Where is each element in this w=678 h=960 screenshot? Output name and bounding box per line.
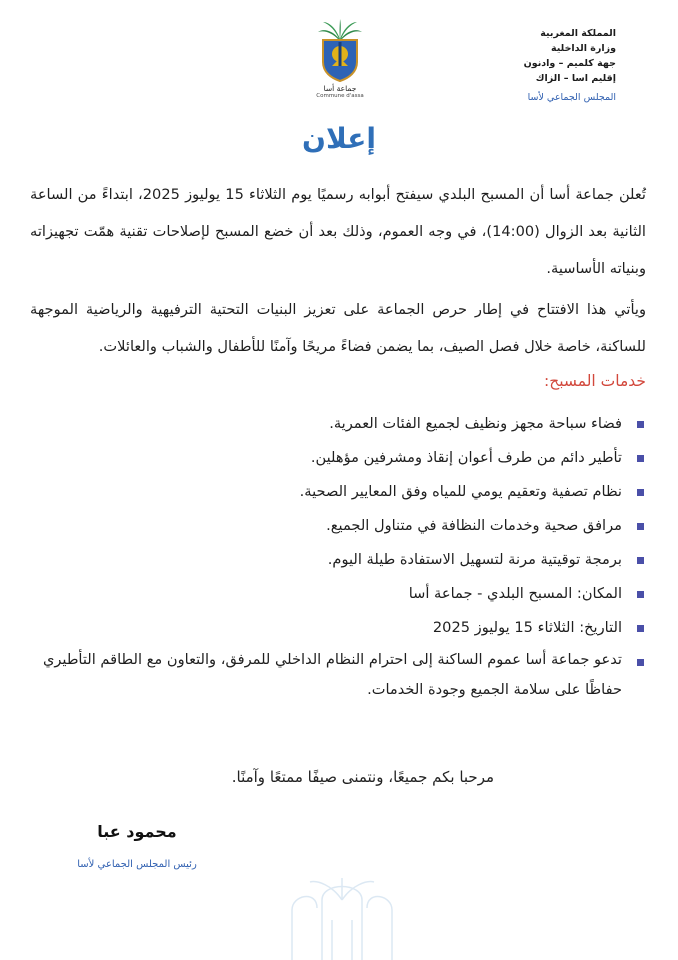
service-text: تأطير دائم من طرف أعوان إنقاذ ومشرفين مؤهلين. [310, 449, 622, 466]
list-item [30, 577, 646, 611]
services-title: خدمات المسبح: [544, 372, 646, 390]
header-line-ministry: وزارة الداخلية [551, 43, 616, 54]
bullet-square-icon [637, 659, 644, 666]
bullet-square-icon [637, 625, 644, 632]
bullet-square-icon [637, 591, 644, 598]
signature-block [62, 822, 212, 870]
signatory-name: محمود عبا [97, 822, 177, 841]
bullet-square-icon [637, 455, 644, 462]
bullet-square-icon [637, 489, 644, 496]
signatory-role: رئيس المجلس الجماعي لأسا [77, 859, 197, 870]
announcement-title: إعلان [302, 122, 376, 155]
bullet-square-icon [637, 523, 644, 530]
logo-caption-fr: Commune d'assa [316, 93, 364, 99]
list-item [30, 407, 646, 441]
list-item [30, 611, 646, 645]
paragraph-opening: تُعلن جماعة أسا أن المسبح البلدي سيفتح أبوابه رسميًا يوم الثلاثاء 15 يوليوز 2025، ابتداءً من الساعة الثانية بعد الزوال (14:00)، في وجه العموم، وذلك بعد أن خضع المسبح لإصلاحات تقنية همّت تجهيزاته وبنياته الأساسية. [30, 186, 646, 277]
header-council: المجلس الجماعي لأسا [527, 92, 616, 103]
services-list [30, 407, 646, 705]
logo-caption-ar: جماعة أسا [323, 84, 357, 93]
service-text: نظام تصفية وتعقيم يومي للمياه وفق المعايير الصحية. [299, 483, 622, 500]
commune-logo [306, 18, 374, 106]
bullet-square-icon [637, 557, 644, 564]
list-item [30, 441, 646, 475]
service-text: فضاء سباحة مجهز ونظيف لجميع الفئات العمرية. [329, 415, 622, 432]
location-text: المكان: المسبح البلدي - جماعة أسا [408, 585, 622, 602]
service-text: مرافق صحية وخدمات النظافة في متناول الجميع. [326, 517, 622, 534]
list-item [30, 543, 646, 577]
list-item [30, 509, 646, 543]
list-item [30, 475, 646, 509]
header-line-kingdom: المملكة المغربية [540, 28, 616, 39]
announcement-body [30, 176, 646, 705]
welcome-message: مرحبا بكم جميعًا، ونتمنى صيفًا ممتعًا وآمنًا. [231, 768, 494, 786]
bullet-square-icon [637, 421, 644, 428]
date-text: التاريخ: الثلاثاء 15 يوليوز 2025 [432, 619, 622, 636]
watermark-emblem-icon [272, 870, 412, 960]
paragraph-context: ويأتي هذا الافتتاح في إطار حرص الجماعة على تعزيز البنيات التحتية الترفيهية والرياضية الموجهة للساكنة، خاصة خلال فصل الصيف، بما يضمن فضاءً مريحًا وآمنًا للأطفال والشباب والعائلات. [30, 301, 646, 355]
header-letterhead [466, 26, 616, 105]
commune-emblem-icon [315, 18, 365, 84]
list-item [30, 645, 646, 705]
invitation-text: تدعو جماعة أسا عموم الساكنة إلى احترام النظام الداخلي للمرفق، والتعاون مع الطاقم التأطيري حفاظًا على سلامة الجميع وجودة الخدمات. [42, 651, 622, 698]
header-line-province: إقليم اسا – الزاك [535, 73, 616, 84]
service-text: برمجة توقيتية مرنة لتسهيل الاستفادة طيلة اليوم. [327, 551, 622, 568]
header-line-region: جهة كلميم – وادنون [523, 58, 616, 69]
